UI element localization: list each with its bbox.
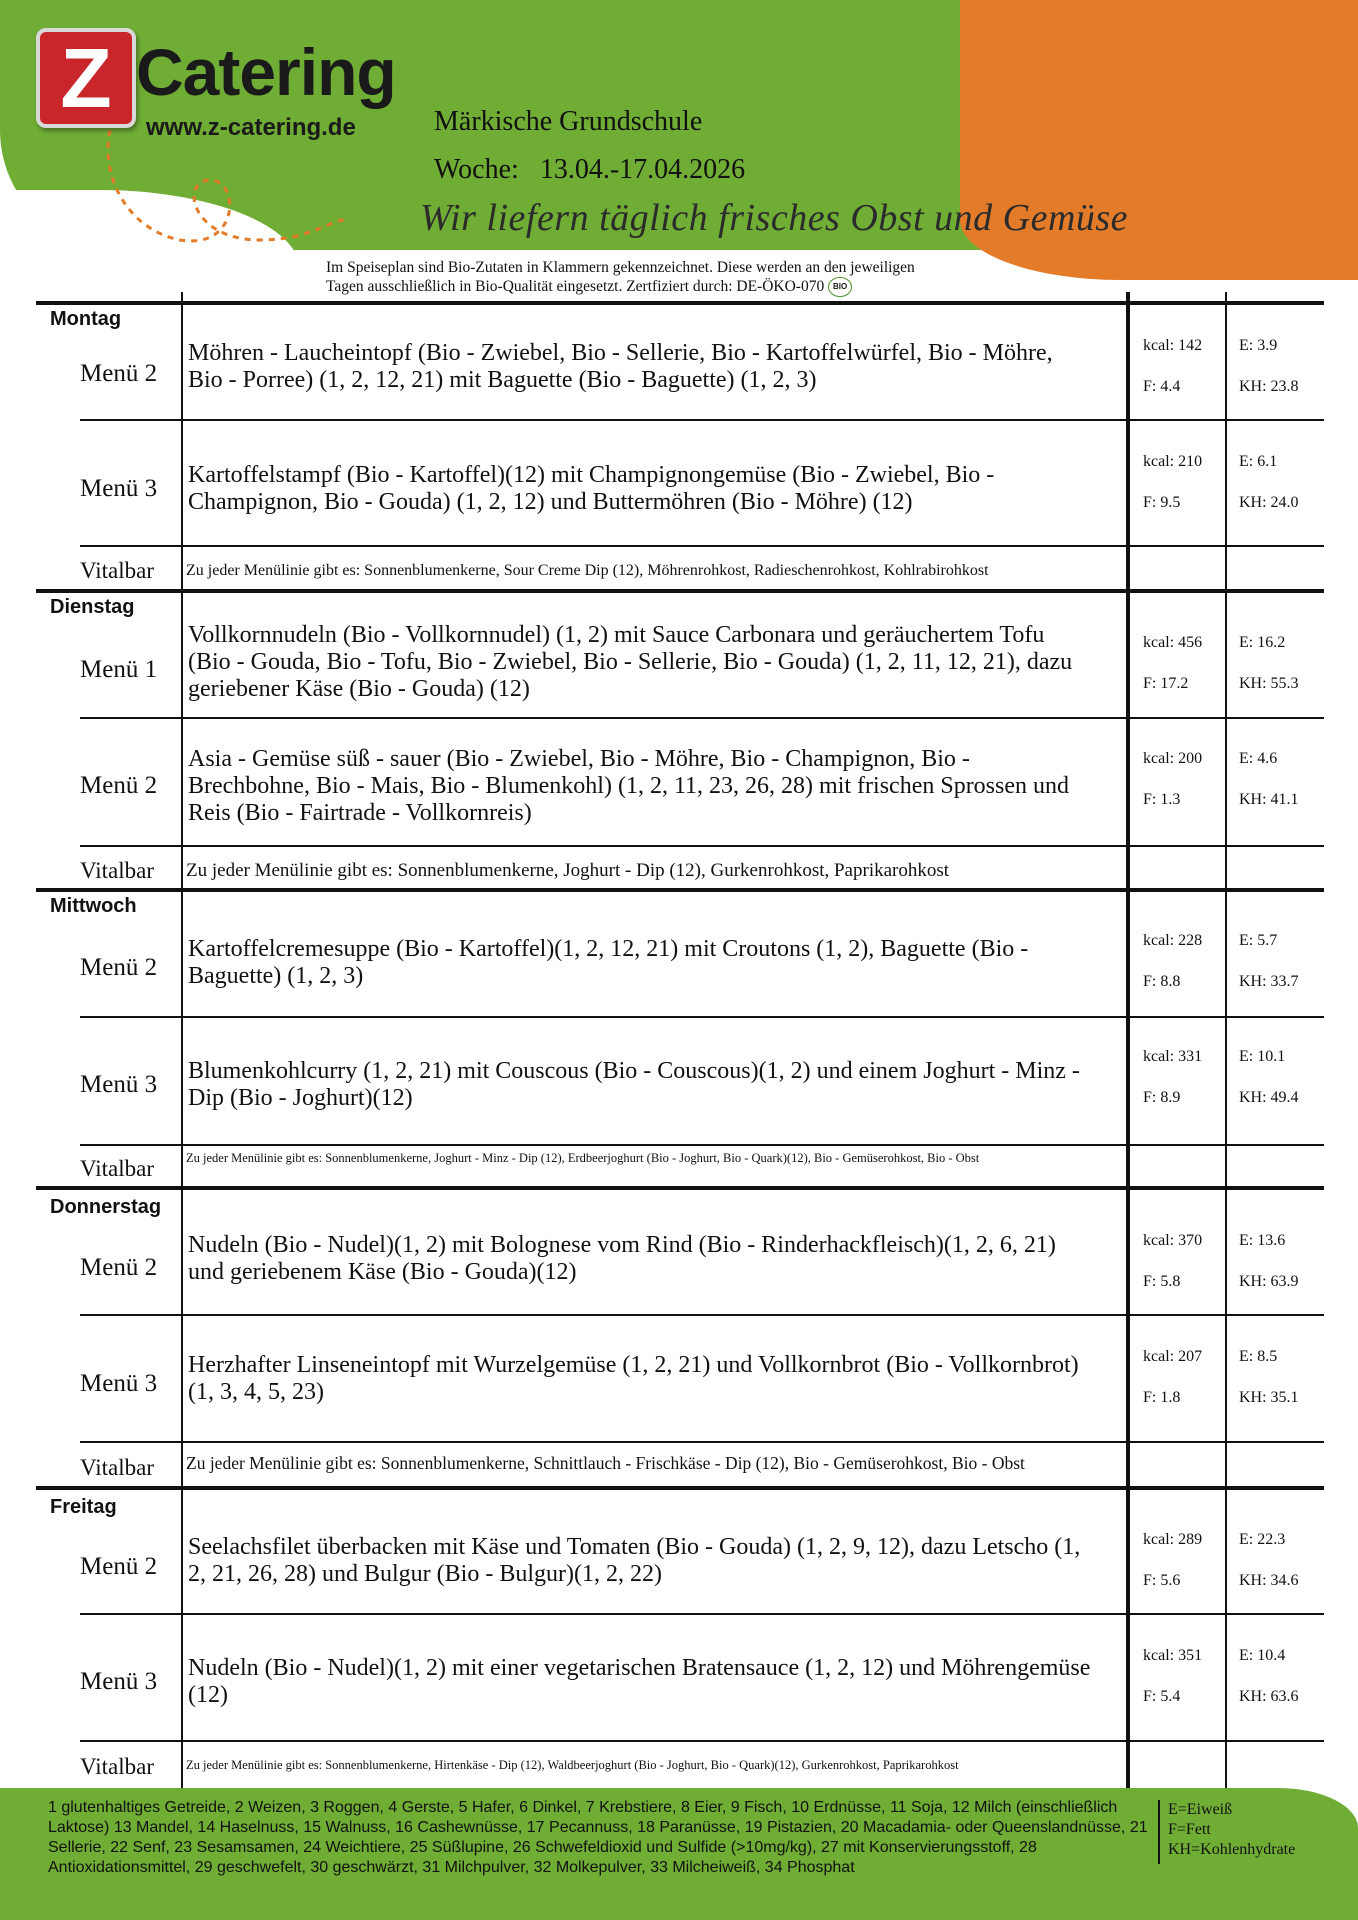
- vitalbar-text: Zu jeder Menülinie gibt es: Sonnenblumenkerne, Hirtenkäse - Dip (12), Waldbeerjoghurt (Bio - Joghurt, Bio - Quark)(12), Gurkenrohkost, Paprikarohkost: [186, 1758, 959, 1772]
- divider: [80, 1144, 1324, 1146]
- menu-text: Blumenkohlcurry (1, 2, 21) mit Couscous (Bio - Couscous)(1, 2) und einem Joghurt - Minz - Dip (Bio - Joghurt)(12): [188, 1058, 1080, 1111]
- logo-text: Catering: [136, 35, 396, 109]
- bio-note-line-2: Tagen ausschließlich in Bio-Qualität eingesetzt. Zertfiziert durch: DE-ÖKO-070 BIO: [326, 277, 1066, 297]
- fat-value: F: 4.4: [1143, 378, 1181, 395]
- school-name: Märkische Grundschule: [434, 106, 703, 137]
- carbs-value: KH: 63.6: [1239, 1688, 1299, 1705]
- menu-text: Kartoffelstampf (Bio - Kartoffel)(12) mit Champignongemüse (Bio - Zwiebel, Bio - Champignon, Bio - Gouda) (1, 2, 12) und Buttermöhren (Bio - Möhre) (12): [188, 462, 995, 515]
- kcal-value: kcal: 200: [1143, 750, 1203, 767]
- protein-value: E: 10.1: [1239, 1048, 1286, 1065]
- vitalbar-label: Vitalbar: [80, 1754, 154, 1779]
- carbs-value: KH: 24.0: [1239, 494, 1299, 511]
- fat-value: F: 5.6: [1143, 1572, 1181, 1589]
- menu-label: Menü 2: [80, 954, 158, 981]
- day-label-montag: Montag: [50, 308, 122, 330]
- divider: [80, 545, 1324, 547]
- menu-label: Menü 2: [80, 772, 158, 799]
- day-label-dienstag: Dienstag: [50, 596, 135, 618]
- fat-value: F: 1.8: [1143, 1389, 1181, 1406]
- legend-carbs: KH=Kohlenhydrate: [1168, 1841, 1296, 1858]
- menu-text: Kartoffelcremesuppe (Bio - Kartoffel)(1, 2, 12, 21) mit Croutons (1, 2), Baguette (Bio - Baguette) (1, 2, 3): [188, 936, 1029, 989]
- carbs-value: KH: 35.1: [1239, 1389, 1299, 1406]
- kcal-value: kcal: 142: [1143, 337, 1203, 354]
- menu-text: Möhren - Laucheintopf (Bio - Zwiebel, Bio - Sellerie, Bio - Kartoffelwürfel, Bio - Möhre, Bio - Porree) (1, 2, 12, 21) mit Baguette (Bio - Baguette) (1, 2, 3): [188, 340, 1053, 393]
- vitalbar-text: Zu jeder Menülinie gibt es: Sonnenblumenkerne, Joghurt - Minz - Dip (12), Erdbeerjoghurt (Bio - Joghurt, Bio - Quark)(12), Bio - Gemüserohkost, Bio - Obst: [186, 1151, 980, 1165]
- fat-value: F: 8.9: [1143, 1089, 1181, 1106]
- fat-value: F: 5.8: [1143, 1273, 1181, 1290]
- divider: [80, 717, 1324, 719]
- divider: [80, 1441, 1324, 1443]
- kcal-value: kcal: 228: [1143, 932, 1203, 949]
- menu-text: Asia - Gemüse süß - sauer (Bio - Zwiebel, Bio - Möhre, Bio - Champignon, Bio - Brechbohne, Bio - Mais, Bio - Blumenkohl) (1, 2, 11, 23, 26, 28) mit frischen Sprossen und Reis (Bio - Fairtrade - Vollkornreis): [188, 746, 1070, 826]
- legend-fat: F=Fett: [1168, 1821, 1211, 1838]
- week-label: Woche:: [434, 154, 519, 185]
- protein-value: E: 10.4: [1239, 1647, 1286, 1664]
- divider: [80, 1740, 1324, 1742]
- logo-letter: Z: [36, 28, 136, 128]
- fat-value: F: 1.3: [1143, 791, 1181, 808]
- menu-label: Menü 1: [80, 656, 158, 683]
- bio-note: [326, 258, 1066, 297]
- menu-label: Menü 2: [80, 360, 158, 387]
- carbs-value: KH: 63.9: [1239, 1273, 1299, 1290]
- allergen-legend: 1 glutenhaltiges Getreide, 2 Weizen, 3 Roggen, 4 Gerste, 5 Hafer, 6 Dinkel, 7 Krebstiere, 8 Eier, 9 Fisch, 10 Erdnüsse, 11 Soja, 12 Milch (einschließlich Laktose) 13 Mandel, 14 Haselnuss, 15 Walnuss, 16 Cashewnüsse, 17 Pecannuss, 18 Paranüsse, 19 Pistazien, 20 Macadamia- oder Queenslandnüsse, 21 Sellerie, 22 Senf, 23 Sesamsamen, 24 Weichtiere, 25 Süßlupine, 26 Schwefeldioxid und Sulfide (>10mg/kg), 27 mit Konservierungsstoff, 28 Antioxidationsmittel, 29 geschwefelt, 30 geschwärzt, 31 Milchpulver, 32 Molkepulver, 33 Milcheiweiß, 34 Phosphat: [48, 1799, 1148, 1876]
- vitalbar-text: Zu jeder Menülinie gibt es: Sonnenblumenkerne, Sour Creme Dip (12), Möhrenrohkost, Radieschenrohkost, Kohlrabirohkost: [186, 562, 989, 579]
- protein-value: E: 13.6: [1239, 1232, 1286, 1249]
- divider: [36, 1186, 1324, 1190]
- protein-value: E: 5.7: [1239, 932, 1278, 949]
- carbs-value: KH: 33.7: [1239, 973, 1299, 990]
- carbs-value: KH: 41.1: [1239, 791, 1299, 808]
- divider: [80, 419, 1324, 421]
- legend-protein: E=Eiweiß: [1168, 1801, 1233, 1818]
- legend-divider: [1158, 1800, 1160, 1864]
- divider: [80, 845, 1324, 847]
- day-label-mittwoch: Mittwoch: [50, 895, 137, 917]
- menu-text: Herzhafter Linseneintopf mit Wurzelgemüse (1, 2, 21) und Vollkornbrot (Bio - Vollkornbrot)(1, 3, 4, 5, 23): [188, 1352, 1079, 1405]
- protein-value: E: 3.9: [1239, 337, 1278, 354]
- menu-label: Menü 3: [80, 1071, 158, 1098]
- week-dates: 13.04.-17.04.2026: [539, 154, 746, 185]
- fat-value: F: 9.5: [1143, 494, 1181, 511]
- day-label-donnerstag: Donnerstag: [50, 1196, 162, 1218]
- menu-text: Vollkornnudeln (Bio - Vollkornnudel) (1, 2) mit Sauce Carbonara und geräuchertem Tofu (Bio - Gouda, Bio - Tofu, Bio - Zwiebel, Bio - Sellerie, Bio - Gouda) (1, 2, 11, 12, 21), dazu geriebener Käse (Bio - Gouda) (12): [188, 622, 1073, 702]
- bio-note-line-1: Im Speiseplan sind Bio-Zutaten in Klammern gekennzeichnet. Diese werden an den jeweiligen: [326, 259, 915, 276]
- carbs-value: KH: 23.8: [1239, 378, 1299, 395]
- kcal-value: kcal: 210: [1143, 453, 1203, 470]
- divider: [36, 301, 1324, 305]
- menu-text: Nudeln (Bio - Nudel)(1, 2) mit einer vegetarischen Bratensauce (1, 2, 12) und Möhrengemüse (12): [188, 1655, 1091, 1708]
- logo-url: www.z-catering.de: [146, 114, 356, 141]
- fat-value: F: 5.4: [1143, 1688, 1181, 1705]
- vitalbar-text: Zu jeder Menülinie gibt es: Sonnenblumenkerne, Schnittlauch - Frischkäse - Dip (12), Bio - Gemüserohkost, Bio - Obst: [186, 1453, 1025, 1473]
- column-divider: [1225, 292, 1227, 1788]
- column-divider: [1126, 292, 1130, 1788]
- company-logo: [28, 18, 396, 158]
- protein-value: E: 22.3: [1239, 1531, 1286, 1548]
- vitalbar-label: Vitalbar: [80, 558, 154, 583]
- divider: [80, 1314, 1324, 1316]
- week-range: [434, 154, 745, 186]
- protein-value: E: 6.1: [1239, 453, 1278, 470]
- tagline: Wir liefern täglich frisches Obst und Gemüse: [420, 197, 1129, 239]
- divider: [36, 1486, 1324, 1490]
- vitalbar-label: Vitalbar: [80, 1156, 154, 1181]
- nutrient-legend: [1168, 1800, 1295, 1860]
- bio-badge-icon: BIO: [828, 277, 852, 297]
- kcal-value: kcal: 289: [1143, 1531, 1203, 1548]
- carbs-value: KH: 55.3: [1239, 675, 1299, 692]
- fat-value: F: 8.8: [1143, 973, 1181, 990]
- menu-label: Menü 3: [80, 475, 158, 502]
- menu-label: Menü 3: [80, 1668, 158, 1695]
- vitalbar-text: Zu jeder Menülinie gibt es: Sonnenblumenkerne, Joghurt - Dip (12), Gurkenrohkost, Paprikarohkost: [186, 860, 950, 881]
- protein-value: E: 4.6: [1239, 750, 1278, 767]
- divider: [80, 1016, 1324, 1018]
- kcal-value: kcal: 207: [1143, 1348, 1203, 1365]
- protein-value: E: 16.2: [1239, 634, 1286, 651]
- menu-label: Menü 2: [80, 1553, 158, 1580]
- fat-value: F: 17.2: [1143, 675, 1189, 692]
- kcal-value: kcal: 456: [1143, 634, 1203, 651]
- carbs-value: KH: 34.6: [1239, 1572, 1299, 1589]
- menu-text: Nudeln (Bio - Nudel)(1, 2) mit Bolognese vom Rind (Bio - Rinderhackfleisch)(1, 2, 6, 21) und geriebenem Käse (Bio - Gouda)(12): [188, 1232, 1056, 1285]
- kcal-value: kcal: 331: [1143, 1048, 1203, 1065]
- protein-value: E: 8.5: [1239, 1348, 1278, 1365]
- kcal-value: kcal: 370: [1143, 1232, 1203, 1249]
- menu-text: Seelachsfilet überbacken mit Käse und Tomaten (Bio - Gouda) (1, 2, 9, 12), dazu Letscho (1, 2, 21, 26, 28) und Bulgur (Bio - Bulgur)(1, 2, 22): [188, 1534, 1081, 1587]
- day-label-freitag: Freitag: [50, 1496, 117, 1518]
- divider: [36, 589, 1324, 593]
- menu-label: Menü 3: [80, 1370, 158, 1397]
- column-divider: [181, 292, 183, 1788]
- divider: [80, 1613, 1324, 1615]
- vitalbar-label: Vitalbar: [80, 858, 154, 883]
- divider: [36, 888, 1324, 892]
- menu-label: Menü 2: [80, 1254, 158, 1281]
- vitalbar-label: Vitalbar: [80, 1455, 154, 1480]
- kcal-value: kcal: 351: [1143, 1647, 1203, 1664]
- carbs-value: KH: 49.4: [1239, 1089, 1299, 1106]
